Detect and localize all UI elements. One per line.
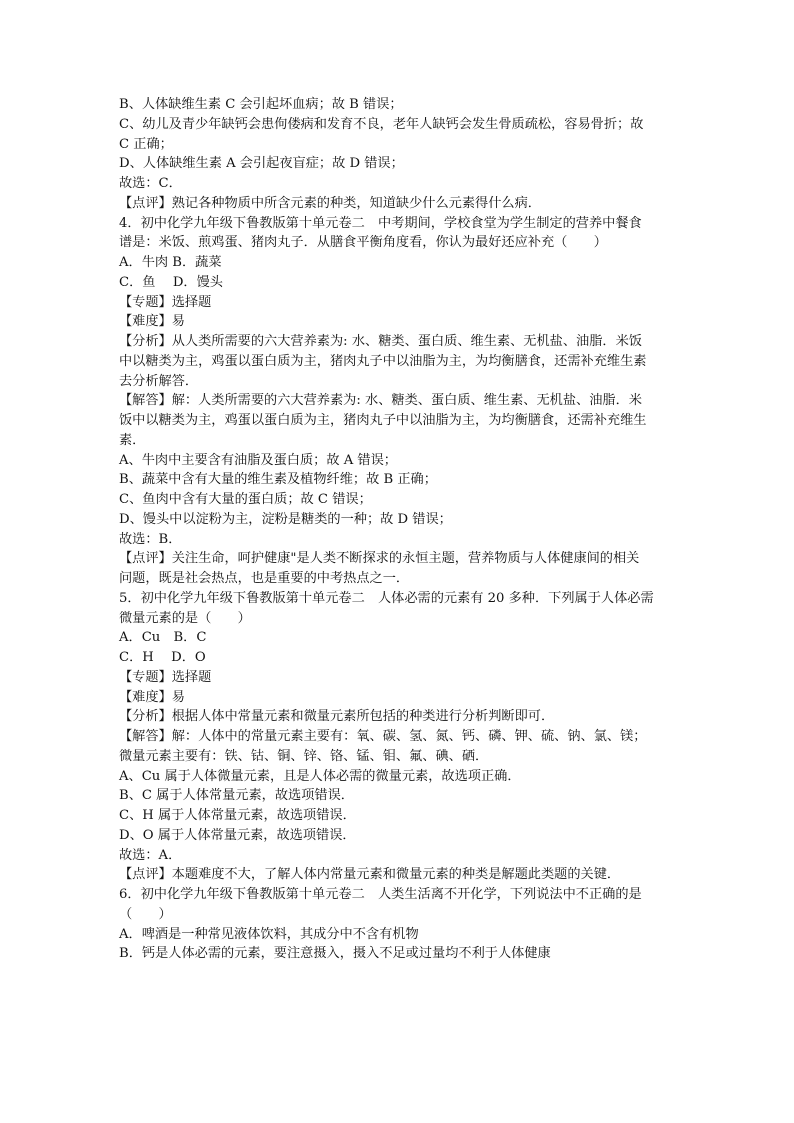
option-line: A．啤酒是一种常见液体饮料，其成分中不含有机物 [119, 926, 419, 942]
text-line: （ ） [119, 906, 172, 922]
text-line: 【专题】选择题 [119, 669, 212, 685]
text-line: 故选：A． [119, 847, 182, 863]
text-line: 谱是：米饭、煎鸡蛋、猪肉丸子．从膳食平衡角度看，你认为最好还应补充（ ） [119, 235, 607, 251]
text-line: 微量元素主要有：铁、钴、铜、锌、铬、锰、钼、氟、碘、硒． [119, 748, 489, 764]
text-line: B、C 属于人体常量元素，故选项错误． [119, 788, 354, 804]
document-page [119, 95, 685, 964]
text-line: 素． [119, 432, 146, 448]
text-line: 中以糖类为主，鸡蛋以蛋白质为主，猪肉丸子中以油脂为主，为均衡膳食，还需补充维生素 [119, 353, 647, 369]
text-line: A、Cu 属于人体微量元素，且是人体必需的微量元素，故选项正确． [119, 768, 521, 784]
text-line: D、O 属于人体常量元素，故选项错误． [119, 827, 356, 843]
text-line: 【点评】关注生命，呵护健康"是人类不断探求的永恒主题，营养物质与人体健康间的相关 [119, 551, 640, 567]
text-line: 微量元素的是（ ） [119, 610, 251, 626]
text-line: 【专题】选择题 [119, 294, 212, 310]
question-heading: 4．初中化学九年级下鲁教版第十单元卷二 中考期间，学校食堂为学生制定的营养中餐食 [119, 215, 642, 231]
text-line: 故选：C． [119, 176, 182, 191]
text-line: 故选：B． [119, 531, 182, 547]
text-line: C、鱼肉中含有大量的蛋白质；故 C 错误； [119, 492, 372, 507]
text-line: 饭中以糖类为主，鸡蛋以蛋白质为主，猪肉丸子中以油脂为主，为均衡膳食，还需补充维生 [119, 413, 647, 428]
text-line: 【解答】解：人类所需要的六大营养素为: 水、糖类、蛋白质、维生素、无机盐、油脂．米 [119, 393, 642, 409]
text-line: 【解答】解：人体中的常量元素主要有：氧、碳、氢、氮、钙、磷、钾、硫、钠、氯、镁； [119, 729, 647, 744]
text-line: 【点评】熟记各种物质中所含元素的种类，知道缺少什么元素得什么病． [119, 195, 541, 211]
option-line: C．鱼 D．馒头 [119, 274, 223, 290]
text-line: C 正确； [119, 136, 173, 152]
text-line: 去分析解答． [119, 373, 199, 389]
text-line: 【分析】从人类所需要的六大营养素为: 水、糖类、蛋白质、维生素、无机盐、油脂．米饭 [119, 334, 642, 349]
option-line: C．H D．O [119, 650, 206, 665]
option-line: A．牛肉 B．蔬菜 [119, 255, 222, 270]
text-line: B、人体缺维生素 C 会引起坏血病；故 B 错误； [119, 97, 403, 112]
question-heading: 5．初中化学九年级下鲁教版第十单元卷二 人体必需的元素有 20 多种．下列属于人体必需 [119, 590, 654, 606]
text-line: D、馒头中以淀粉为主，淀粉是糖类的一种；故 D 错误； [119, 511, 452, 527]
text-line: C、H 属于人体常量元素，故选项错误． [119, 808, 356, 823]
text-line: B、蔬菜中含有大量的维生素及植物纤维；故 B 正确； [119, 472, 437, 488]
text-line: A、牛肉中主要含有油脂及蛋白质；故 A 错误； [119, 452, 397, 468]
question-heading: 6．初中化学九年级下鲁教版第十单元卷二 人类生活离不开化学，下列说法中不正确的是 [119, 887, 642, 902]
text-line: 【分析】根据人体中常量元素和微量元素所包括的种类进行分析判断即可． [119, 709, 555, 725]
text-line: C、幼儿及青少年缺钙会患佝偻病和发育不良，老年人缺钙会发生骨质疏松，容易骨折；故 [119, 116, 644, 132]
text-line: D、人体缺维生素 A 会引起夜盲症；故 D 错误； [119, 156, 404, 172]
option-line: B．钙是人体必需的元素，要注意摄入，摄入不足或过量均不利于人体健康 [119, 946, 551, 962]
text-line: 【难度】易 [119, 689, 185, 705]
option-line: A．Cu B．C [119, 630, 207, 646]
text-line: 问题，既是社会热点，也是重要的中考热点之一． [119, 571, 410, 586]
text-line: 【点评】本题难度不大，了解人体内常量元素和微量元素的种类是解题此类题的关键． [119, 867, 621, 883]
text-line: 【难度】易 [119, 314, 185, 330]
